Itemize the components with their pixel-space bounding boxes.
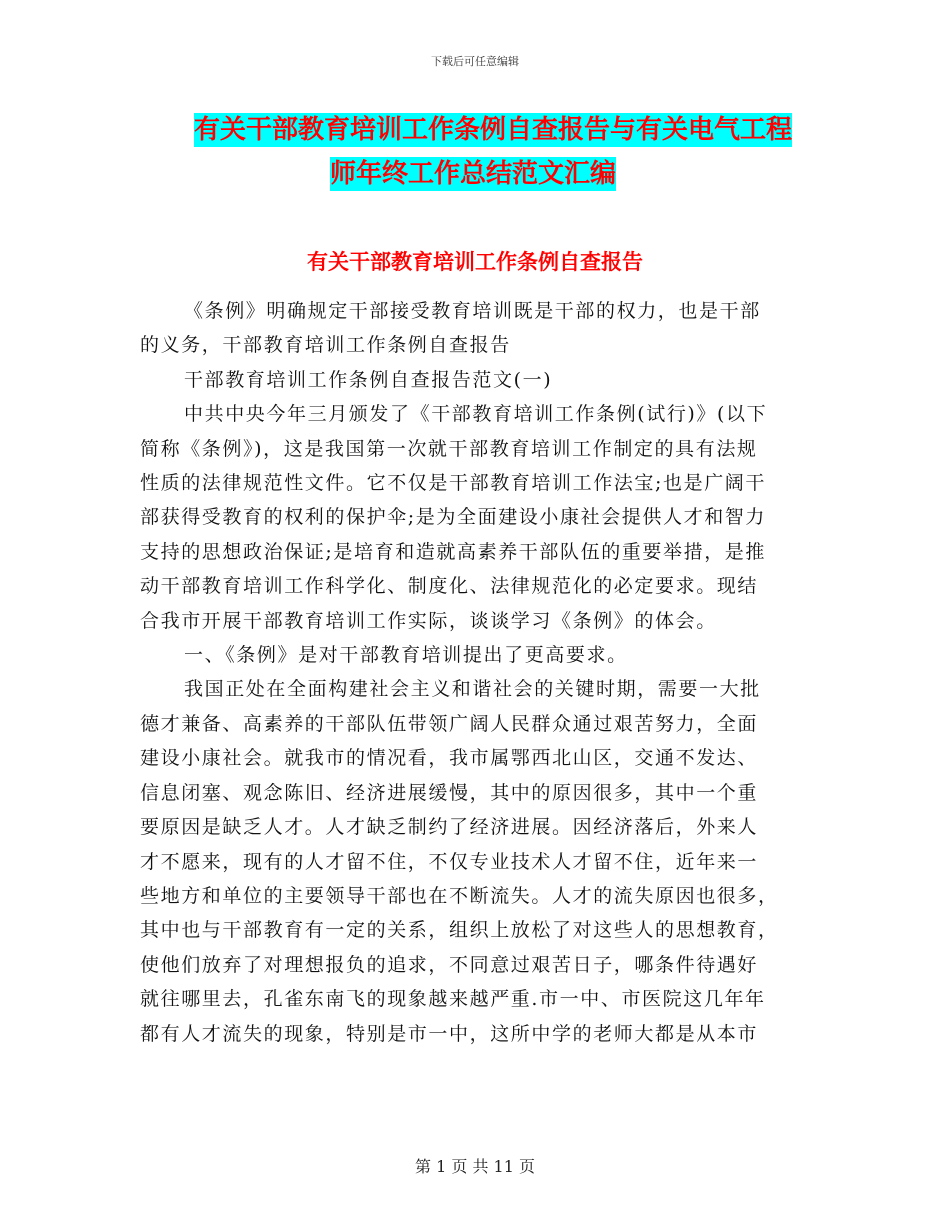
document-title <box>140 108 820 196</box>
paragraph-line: 要原因是缺乏人才。人才缺乏制约了经济进展。因经济落后，外来人 <box>140 816 759 839</box>
paragraph-line: 合我市开展干部教育培训工作实际，谈谈学习《条例》的体会。 <box>140 609 717 632</box>
paragraph-line: 些地方和单位的主要领导干部也在不断流失。人才的流失原因也很多， <box>140 884 779 907</box>
document-title-line-2 <box>140 152 820 196</box>
paragraph-line: 《条例》明确规定干部接受教育培训既是干部的权力，也是干部 <box>184 300 761 322</box>
paragraph-line: 信息闭塞、观念陈旧、经济进展缓慢，其中的原因很多，其中一个重 <box>140 781 759 804</box>
title-highlight-1: 有关干部教育培训工作条例自查报告与有关电气工程 <box>194 115 793 145</box>
paragraph-line: 部获得受教育的权利的保护伞;是为全面建设小康社会提供人才和智力 <box>140 506 767 529</box>
paragraph-line: 中共中央今年三月颁发了《干部教育培训工作条例(试行)》(以下 <box>184 403 768 426</box>
paragraph-line: 一、《条例》是对干部教育培训提出了更高要求。 <box>184 644 628 667</box>
paragraph-line: 性质的法律规范性文件。它不仅是干部教育培训工作法宝;也是广阔干 <box>140 472 767 495</box>
paragraph-line: 我国正处在全面构建社会主义和谐社会的关键时期，需要一大批 <box>184 678 761 701</box>
section-title: 有关干部教育培训工作条例自查报告 <box>307 250 643 274</box>
paragraph-line: 建设小康社会。就我市的情况看，我市属鄂西北山区，交通不发达、 <box>140 747 759 770</box>
paragraph-line: 才不愿来，现有的人才留不住，不仅专业技术人才留不住，近年来一 <box>140 850 759 873</box>
paragraph-line: 其中也与干部教育有一定的关系，组织上放松了对这些人的思想教育， <box>140 919 779 942</box>
paragraph-line: 干部教育培训工作条例自查报告范文(一) <box>184 368 553 391</box>
header-note: 下载后可任意编辑 <box>431 55 519 68</box>
paragraph-line: 都有人才流失的现象，特别是市一中，这所中学的老师大都是从本市 <box>140 1022 759 1045</box>
paragraph-line: 就往哪里去，孔雀东南飞的现象越来越严重.市一中、市医院这几年年 <box>140 988 766 1011</box>
page-number: 第 1 页 共 11 页 <box>415 1157 535 1176</box>
paragraph-line: 使他们放弃了对理想报负的追求，不同意过艰苦日子，哪条件待遇好 <box>140 953 759 976</box>
paragraph-line: 德才兼备、高素养的干部队伍带领广阔人民群众通过艰苦努力，全面 <box>140 712 759 735</box>
title-highlight-2: 师年终工作总结范文汇编 <box>330 159 617 189</box>
paragraph-line: 的义务，干部教育培训工作条例自查报告 <box>140 334 511 357</box>
paragraph-line: 动干部教育培训工作科学化、制度化、法律规范化的必定要求。现结 <box>140 575 759 598</box>
body-text <box>140 294 812 1051</box>
paragraph-line: 简称《条例》)，这是我国第一次就干部教育培训工作制定的具有法规 <box>140 437 758 460</box>
document-title-line-1 <box>140 108 820 152</box>
paragraph-line: 支持的思想政治保证;是培育和造就高素养干部队伍的重要举措，是推 <box>140 540 767 563</box>
